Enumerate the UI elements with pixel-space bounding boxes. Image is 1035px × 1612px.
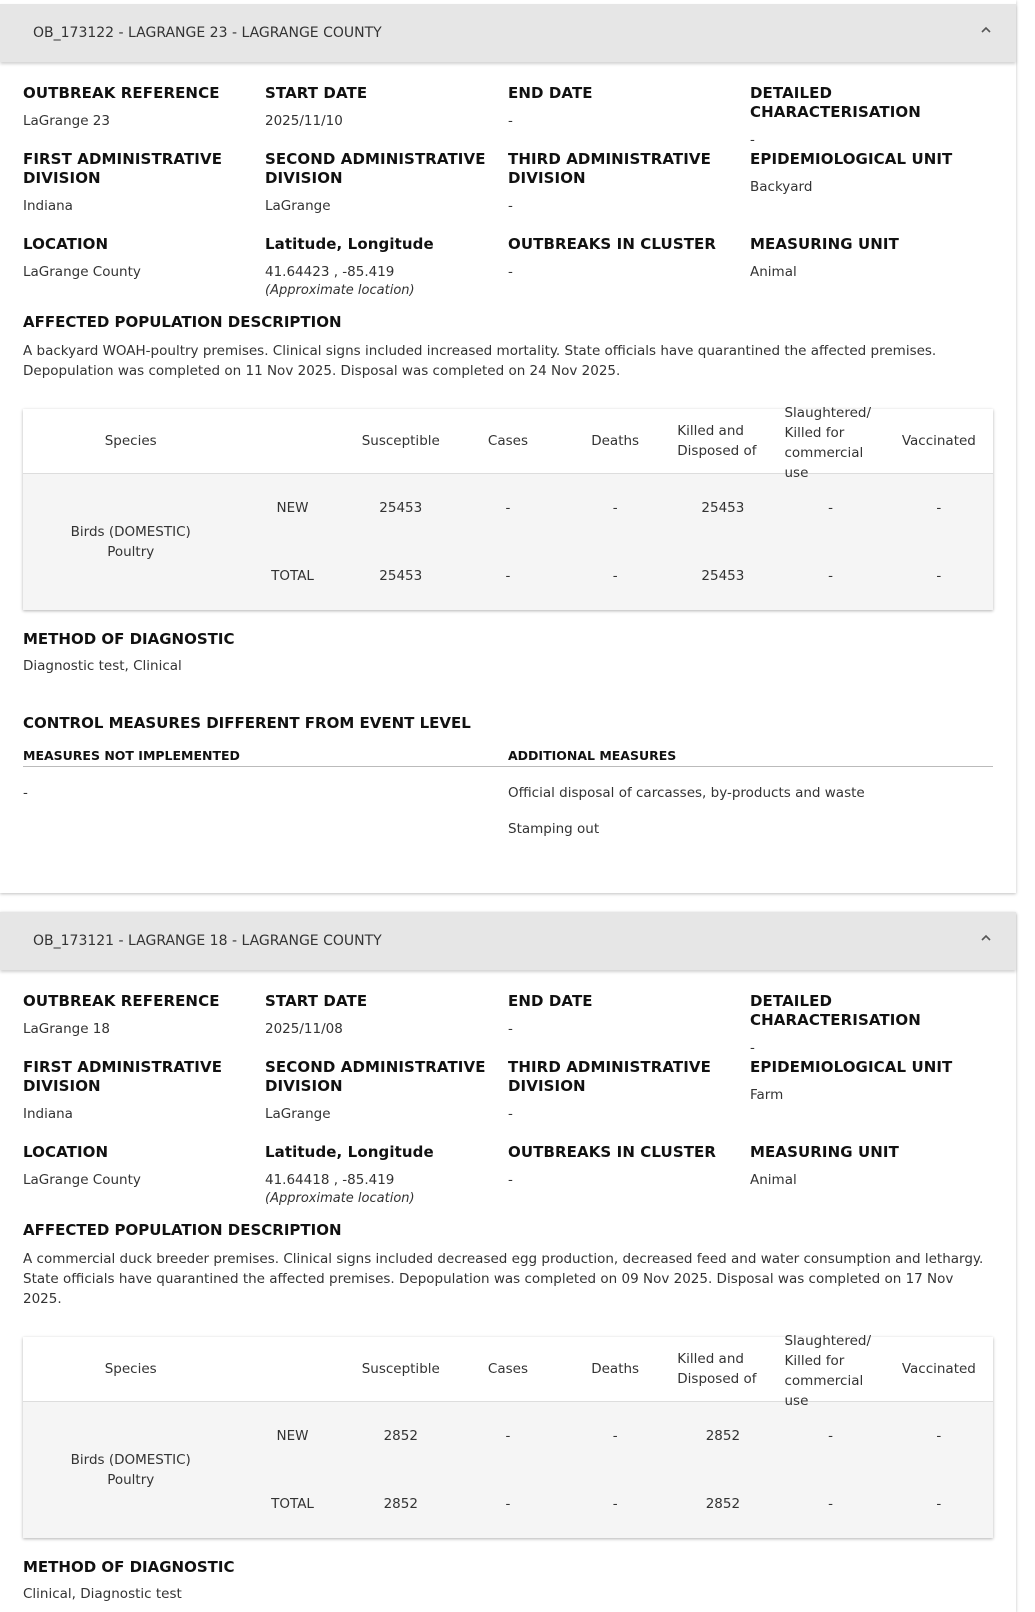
outbreak-details-1	[0, 84, 1016, 839]
label-measuring-unit: MEASURING UNIT	[750, 1143, 899, 1161]
killed-value: 25453	[669, 474, 776, 543]
col-susceptible: Susceptible	[347, 409, 455, 474]
label-outbreak-reference: OUTBREAK REFERENCE	[23, 84, 220, 102]
slaughtered-value: -	[776, 1402, 884, 1471]
col-killed: Killed and Disposed of	[669, 409, 776, 474]
label-affected-population: AFFECTED POPULATION DESCRIPTION	[23, 1221, 342, 1239]
col-cases: Cases	[455, 1337, 561, 1402]
cases-value: -	[455, 542, 561, 610]
killed-value: 25453	[669, 542, 776, 610]
latlon: 41.64423 , -85.419	[265, 264, 395, 280]
cases-value: -	[455, 474, 561, 543]
vaccinated-value: -	[885, 542, 993, 610]
label-method-of-diagnostic: METHOD OF DIAGNOSTIC	[23, 1558, 235, 1576]
col-deaths: Deaths	[561, 1337, 669, 1402]
approximate-location-note: (Approximate location)	[265, 1191, 415, 1206]
label-control-measures: CONTROL MEASURES DIFFERENT FROM EVENT LEVEL	[23, 714, 471, 732]
start-date: 2025/11/08	[265, 1021, 343, 1037]
outbreak-reference: LaGrange 23	[23, 113, 110, 129]
measure-not-implemented-item: -	[23, 785, 28, 801]
label-detailed-characterisation: DETAILED CHARACTERISATION	[750, 84, 921, 121]
third-admin: -	[508, 198, 513, 214]
label-start-date: START DATE	[265, 84, 368, 102]
label-measuring-unit: MEASURING UNIT	[750, 235, 899, 253]
label-second-admin: SECOND ADMINISTRATIVE DIVISION	[265, 150, 486, 187]
label-additional-measures: ADDITIONAL MEASURES	[508, 748, 677, 763]
table-row	[23, 1402, 993, 1471]
first-admin: Indiana	[23, 1106, 73, 1122]
col-species: Species	[23, 409, 238, 474]
susceptible-value: 25453	[347, 542, 455, 610]
third-admin: -	[508, 1106, 513, 1122]
susceptible-value: 25453	[347, 474, 455, 543]
susceptible-value: 2852	[347, 1470, 455, 1538]
detailed-characterisation: -	[750, 132, 755, 148]
chevron-up-icon[interactable]	[980, 932, 992, 944]
additional-measure-item: Stamping out	[508, 821, 600, 837]
deaths-value: -	[561, 1470, 669, 1538]
species-table	[23, 405, 993, 610]
detailed-characterisation: -	[750, 1040, 755, 1056]
species-cell: Birds (DOMESTIC) Poultry	[23, 474, 238, 611]
label-third-admin: THIRD ADMINISTRATIVE DIVISION	[508, 1058, 711, 1095]
slaughtered-value: -	[776, 542, 884, 610]
cases-value: -	[455, 1402, 561, 1471]
row-type: TOTAL	[238, 542, 346, 610]
col-type	[238, 1337, 346, 1402]
label-end-date: END DATE	[508, 84, 593, 102]
susceptible-value: 2852	[347, 1402, 455, 1471]
label-method-of-diagnostic: METHOD OF DIAGNOSTIC	[23, 630, 235, 648]
col-slaughtered: Slaughtered/ Killed for commercial use	[776, 409, 884, 474]
label-epi-unit: EPIDEMIOLOGICAL UNIT	[750, 1058, 953, 1076]
measuring-unit: Animal	[750, 264, 797, 280]
end-date: -	[508, 113, 513, 129]
label-affected-population: AFFECTED POPULATION DESCRIPTION	[23, 313, 342, 331]
col-vaccinated: Vaccinated	[885, 409, 993, 474]
deaths-value: -	[561, 542, 669, 610]
label-second-admin: SECOND ADMINISTRATIVE DIVISION	[265, 1058, 486, 1095]
measures-body	[23, 767, 993, 839]
species-table	[23, 1333, 993, 1538]
first-admin: Indiana	[23, 198, 73, 214]
col-susceptible: Susceptible	[347, 1337, 455, 1402]
method-of-diagnostic: Clinical, Diagnostic test	[23, 1586, 182, 1602]
label-location: LOCATION	[23, 235, 109, 253]
label-outbreak-reference: OUTBREAK REFERENCE	[23, 992, 220, 1010]
approximate-location-note: (Approximate location)	[265, 283, 415, 298]
outbreak-header-title: OB_173122 - LAGRANGE 23 - LAGRANGE COUNTY	[33, 25, 382, 41]
latlon: 41.64418 , -85.419	[265, 1172, 395, 1188]
measuring-unit: Animal	[750, 1172, 797, 1188]
label-third-admin: THIRD ADMINISTRATIVE DIVISION	[508, 150, 711, 187]
outbreak-header-1[interactable]	[0, 4, 1016, 62]
slaughtered-value: -	[776, 1470, 884, 1538]
outbreaks-in-cluster: -	[508, 1172, 513, 1188]
cases-value: -	[455, 1470, 561, 1538]
method-of-diagnostic: Diagnostic test, Clinical	[23, 658, 182, 674]
measures-header	[23, 748, 993, 767]
deaths-value: -	[561, 1402, 669, 1471]
row-type: NEW	[238, 474, 346, 543]
epi-unit: Farm	[750, 1087, 784, 1103]
outbreaks-in-cluster: -	[508, 264, 513, 280]
label-location: LOCATION	[23, 1143, 109, 1161]
label-first-admin: FIRST ADMINISTRATIVE DIVISION	[23, 150, 223, 187]
label-outbreaks-in-cluster: OUTBREAKS IN CLUSTER	[508, 1143, 717, 1161]
vaccinated-value: -	[885, 1470, 993, 1538]
outbreak-reference: LaGrange 18	[23, 1021, 110, 1037]
additional-measure-item: Official disposal of carcasses, by-products and waste	[508, 785, 865, 801]
col-killed: Killed and Disposed of	[669, 1337, 776, 1402]
col-type	[238, 409, 346, 474]
species-cell: Birds (DOMESTIC) Poultry	[23, 1402, 238, 1539]
col-vaccinated: Vaccinated	[885, 1337, 993, 1402]
label-epi-unit: EPIDEMIOLOGICAL UNIT	[750, 150, 953, 168]
outbreak-panel-2	[0, 912, 1016, 1612]
label-latlon: Latitude, Longitude	[265, 235, 434, 253]
table-row	[23, 474, 993, 543]
outbreak-header-title: OB_173121 - LAGRANGE 18 - LAGRANGE COUNTY	[33, 933, 382, 949]
epi-unit: Backyard	[750, 179, 813, 195]
affected-population-description: A backyard WOAH-poultry premises. Clinical signs included increased mortality. State officials have quarantined the affected premises. Depopulation was completed on 11 Nov 2025. Disposal was completed on 24 Nov 2025.	[23, 343, 937, 379]
chevron-up-icon[interactable]	[980, 24, 992, 36]
killed-value: 2852	[669, 1470, 776, 1538]
deaths-value: -	[561, 474, 669, 543]
label-start-date: START DATE	[265, 992, 368, 1010]
col-deaths: Deaths	[561, 409, 669, 474]
col-slaughtered: Slaughtered/ Killed for commercial use	[776, 1337, 884, 1402]
col-species: Species	[23, 1337, 238, 1402]
outbreak-header-2[interactable]	[0, 912, 1016, 970]
start-date: 2025/11/10	[265, 113, 343, 129]
second-admin: LaGrange	[265, 198, 331, 214]
outbreak-details-2	[0, 992, 1016, 1604]
vaccinated-value: -	[885, 474, 993, 543]
label-measures-not-implemented: MEASURES NOT IMPLEMENTED	[23, 748, 240, 763]
label-detailed-characterisation: DETAILED CHARACTERISATION	[750, 992, 921, 1029]
label-latlon: Latitude, Longitude	[265, 1143, 434, 1161]
row-type: NEW	[238, 1402, 346, 1471]
end-date: -	[508, 1021, 513, 1037]
col-cases: Cases	[455, 409, 561, 474]
slaughtered-value: -	[776, 474, 884, 543]
killed-value: 2852	[669, 1402, 776, 1471]
row-type: TOTAL	[238, 1470, 346, 1538]
second-admin: LaGrange	[265, 1106, 331, 1122]
label-end-date: END DATE	[508, 992, 593, 1010]
vaccinated-value: -	[885, 1402, 993, 1471]
location: LaGrange County	[23, 264, 141, 280]
affected-population-description: A commercial duck breeder premises. Clinical signs included decreased egg production, decreased feed and water consumption and lethargy. State officials have quarantined the affected premises. Depopulation was completed on 09 Nov 2025. Disposal was completed on 17 Nov 2025.	[23, 1251, 984, 1307]
label-outbreaks-in-cluster: OUTBREAKS IN CLUSTER	[508, 235, 717, 253]
location: LaGrange County	[23, 1172, 141, 1188]
label-first-admin: FIRST ADMINISTRATIVE DIVISION	[23, 1058, 223, 1095]
